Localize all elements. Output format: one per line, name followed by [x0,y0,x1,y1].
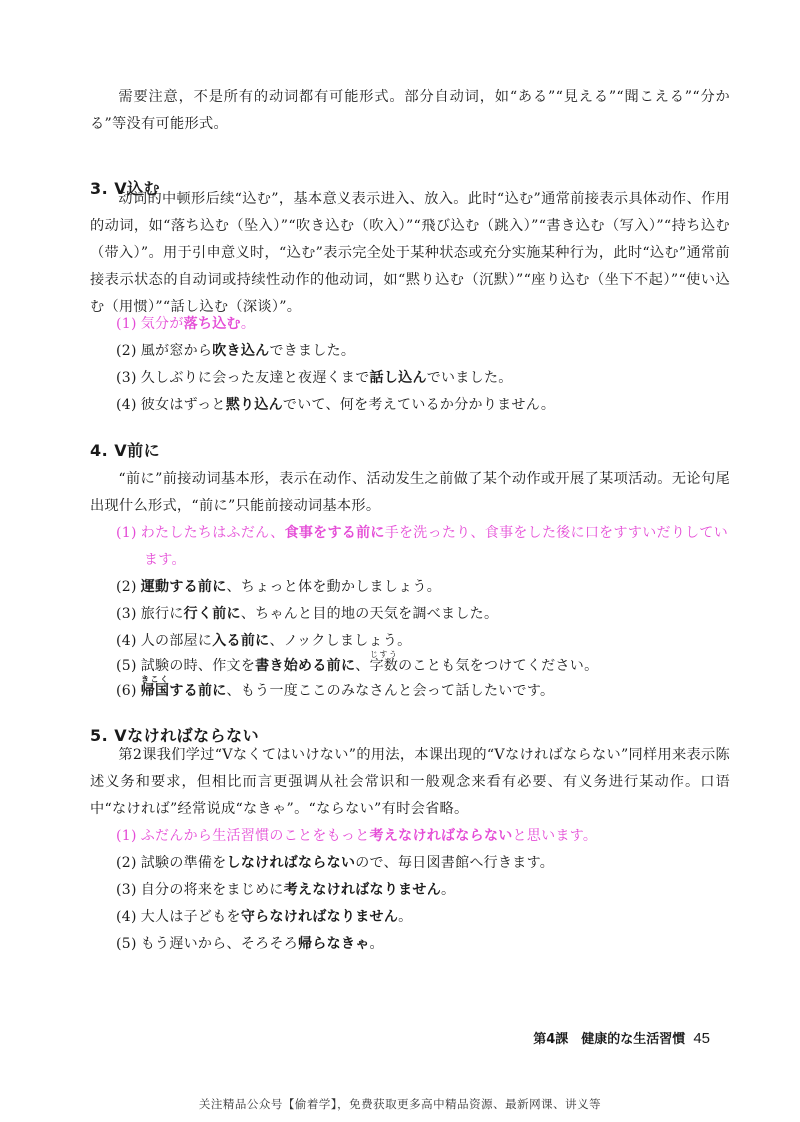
section-3-explanation: 动词的中顿形后续“込む”，基本意义表示进入、放入。此时“込む”通常前接表示具体动作、作用的动词，如“落ち込む（坠入）”“吹き込む（吹入）”“飛び込む（跳入）”“書き込む（写入）”“持ち込む（带入）”。用于引申意义时，“込む”表示完全处于某种状态或充分实施某种行为，此时“込む”通常前接表示状态的自动词或持续性动作的他动词，如“黙り込む（沉默）”“座り込む（坐下不起）”“使い込む（用惯）”“話し込む（深谈）”。 [90,191,730,315]
ruby-kikoku: 帰国きこく [140,675,170,699]
section-3-example-1: (1) 気分が落ち込む。 [116,316,256,332]
section-5-example-5: (5) もう遅いから、そろそろ帰らなきゃ。 [116,936,384,952]
section-3-example-3: (3) 久しぶりに会った友達と夜遅くまで話し込んでいました。 [116,370,513,386]
promo-footer: 关注精品公众号【偷着学】，免费获取更多高中精品资源、最新网课、讲义等 [198,1097,602,1111]
section-5-explanation: 第2课我们学过“Vなくてはいけない”的用法，本课出现的“Vなければならない”同样用来表示陈述义务和要求，但相比而言更强调从社会常识和一般观念来看有必要、有义务进行某动作。口语中“なければ”经常说成“なきゃ”。“ならない”有时会省略。 [90,747,730,817]
section-4-explanation: “前に”前接动词基本形，表示在动作、活动发生之前做了某个动作或开展了某项活动。无论句尾出现什么形式，“前に”只能前接动词基本形。 [90,471,730,514]
section-4-example-6: (6) 帰国きこくする前に、もう一度ここのみなさんと会って話したいです。 [116,675,555,699]
running-footer [533,1028,710,1047]
section-4-example-3: (3) 旅行に行く前に、ちゃんと目的地の天気を調べました。 [116,606,499,622]
section-5-example-3: (3) 自分の将来をまじめに考えなければなりません。 [116,882,456,898]
section-5-heading: 5. Vなければならない [90,726,260,745]
section-3-heading: 3. V込む [90,179,161,198]
section-5-example-4: (4) 大人は子どもを守らなければなりません。 [116,909,413,925]
ruby-jisuu: 字数じすう [369,650,399,674]
section-5-example-2: (2) 試験の準備をしなければならないので、毎日図書館へ行きます。 [116,855,555,871]
section-4-example-4: (4) 人の部屋に入る前に、ノックしましょう。 [116,633,412,649]
lesson-title: 第4課 健康的な生活習慣 [533,1032,686,1047]
section-3-example-2: (2) 風が窓から吹き込んできました。 [116,343,356,359]
section-3-example-4: (4) 彼女はずっと黙り込んでいて、何を考えているか分かりません。 [116,397,556,413]
intro-note: 需要注意，不是所有的动词都有可能形式。部分自动词，如“ある”“見える”“聞こえる”“分かる”等没有可能形式。 [90,89,730,132]
section-5-example-1: (1) ふだんから生活習慣のことをもっと考えなければならないと思います。 [116,828,598,844]
section-4-heading: 4. V前に [90,441,161,460]
section-4-example-1: (1) わたしたちはふだん、食事をする前に手を洗ったり、食事をした後に口をすすいだりしてい ます。 [116,525,729,568]
section-4-example-2: (2) 運動する前に、ちょっと体を動かしましょう。 [116,579,442,595]
page-number: 45 [693,1030,710,1047]
section-4-example-5: (5) 試験の時、作文を書き始める前に、字数じすうのことも気をつけてください。 [116,650,599,674]
